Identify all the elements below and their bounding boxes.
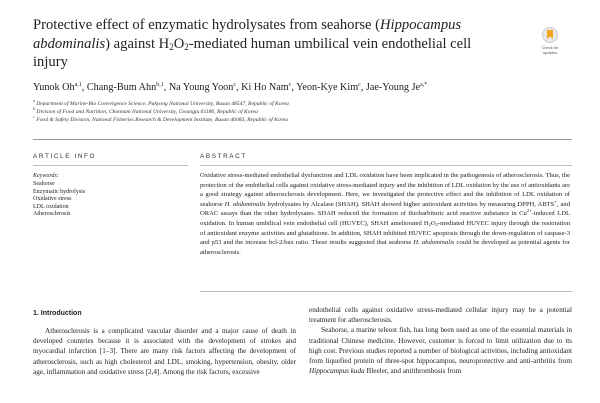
- introduction-right-column: [309, 305, 572, 376]
- abstract-heading: ABSTRACT: [200, 153, 247, 160]
- author[interactable]: Na Young Yoon$^c$: [168, 82, 237, 93]
- abstract-text: Oxidative stress-mediated endothelial dysfunction and LDL oxidation have been implicated in the pathogenesis of atherosclerosis. Thus, the protection of the endothelial cells against oxidative stress-mediated injury and the inhibition of LDL oxidation by the use of antioxidants are a good strategy against atherosclerosis development. Here, we investigated the protective effect and the inhibition of LDL oxidation of seahorse H. abdominalis hydrolysates by Alcalase (SHAH). SHAH showed higher antioxidant activities by measuring DPPH, ABTS+, and ORAC assays than the other hydrolysates. SHAH reduced the formation of thiobarbituric acid reactive substance in $Cu^{2+}$-induced LDL oxidation. In human umbilical vein endothelial cell (HUVEC), SHAH ameliorated $H_2O_2$-mediated HUVEC injury through the restoration of antioxidant enzyme activities and glutathione. In addition, SHAH inhibited HUVEC apoptosis through the down-regulation of caspase-3 and p53 and the increase bcl-2/bax ratio. These results suggested that seahorse H. abdominalis could be developed as potential agents for atherosclerosis.: [200, 172, 571, 256]
- author[interactable]: Yunok Oh$^{a,1}$: [33, 82, 82, 93]
- badge-text: Check for updates: [541, 45, 559, 55]
- author[interactable]: Yeon-Kye Kim$^c$: [296, 82, 361, 93]
- article-info-divider: [33, 165, 188, 166]
- author-list: Yunok Oh$^{a,1}$, Chang-Bum Ahn$^{b,1}$, Na Young Yoon$^c$, Ki Ho Nam$^c$, Yeon-Kye Kim$^c$, Jae-Young $Je^{a,*}$: [33, 82, 428, 93]
- abstract-divider: [200, 165, 572, 166]
- affiliation-list: [33, 100, 573, 124]
- affiliation: $^b$ Division of Food and Nutrition, Chonnam National University, Gwangju 61186, Republic of Korea: [33, 106, 258, 115]
- keyword: Seahorse: [33, 181, 55, 187]
- author[interactable]: Chang-Bum Ahn$^{b,1}$: [86, 82, 164, 93]
- author[interactable]: Ki Ho Nam$^c$: [241, 82, 292, 93]
- check-for-updates-badge[interactable]: [535, 27, 565, 59]
- abstract-bottom-divider: [200, 291, 572, 292]
- keyword: Enzymatic hydrolysis: [33, 188, 86, 195]
- keyword: Oxidative stress: [33, 196, 72, 203]
- top-divider: [33, 139, 572, 140]
- affiliation: $^a$ Department of Marine-Bio Convergence Science, Pukyong National University, Busan 48547, Republic of Korea: [33, 98, 289, 107]
- article-info-heading: ARTICLE INFO: [33, 153, 97, 160]
- affiliation: $^c$ Food & Safety Division, National Fisheries Research & Development Institute, Busan 46083, Republic of Korea: [33, 114, 288, 123]
- author[interactable]: Jae-Young $Je^{a,*}$: [365, 82, 428, 93]
- article-title: Protective effect of enzymatic hydrolysates from seahorse (Hippocampus abdominalis) against $H_2O_2$-mediated human umbilical vein endothelial cell injury: [33, 17, 472, 70]
- intro-paragraph: Atherosclerosis is a complicated vascular disorder and a major cause of death in developed countries because it is associated with the development of strokes and myocardial infarction [1–3]. There are many risk factors affecting the development of atherosclerosis, such as high cholesterol and LDL, smoking, hypertension, obesity, older age, inflammation and oxidative stress [2,4]. Among the risk factors, excessive: [33, 327, 296, 376]
- introduction-heading: 1. Introduction: [33, 310, 82, 317]
- keyword: Atherosclerosis: [33, 211, 71, 218]
- keywords-label: Keywords:: [33, 173, 59, 179]
- intro-paragraph: Seahorse, a marine teleost fish, has long been used as one of the essential materials in traditional Chinese medicine. However, customer is forced to limit utilization due to its high cost. Previous studies reported a number of biological activities, including antioxidant from liquefied protein of three-spot hippocampus, neuroprotective and anti-arthritis from Hippocampus kuda Bleeler, and antithrombosis from: [309, 326, 572, 376]
- keyword: LDL oxidation: [33, 203, 69, 210]
- introduction-left-column: [33, 326, 296, 377]
- keyword-list: [33, 181, 85, 219]
- intro-paragraph: endothelial cells against oxidative stress-mediated cellular injury may be a potential treatment for atherosclerosis.: [309, 306, 572, 325]
